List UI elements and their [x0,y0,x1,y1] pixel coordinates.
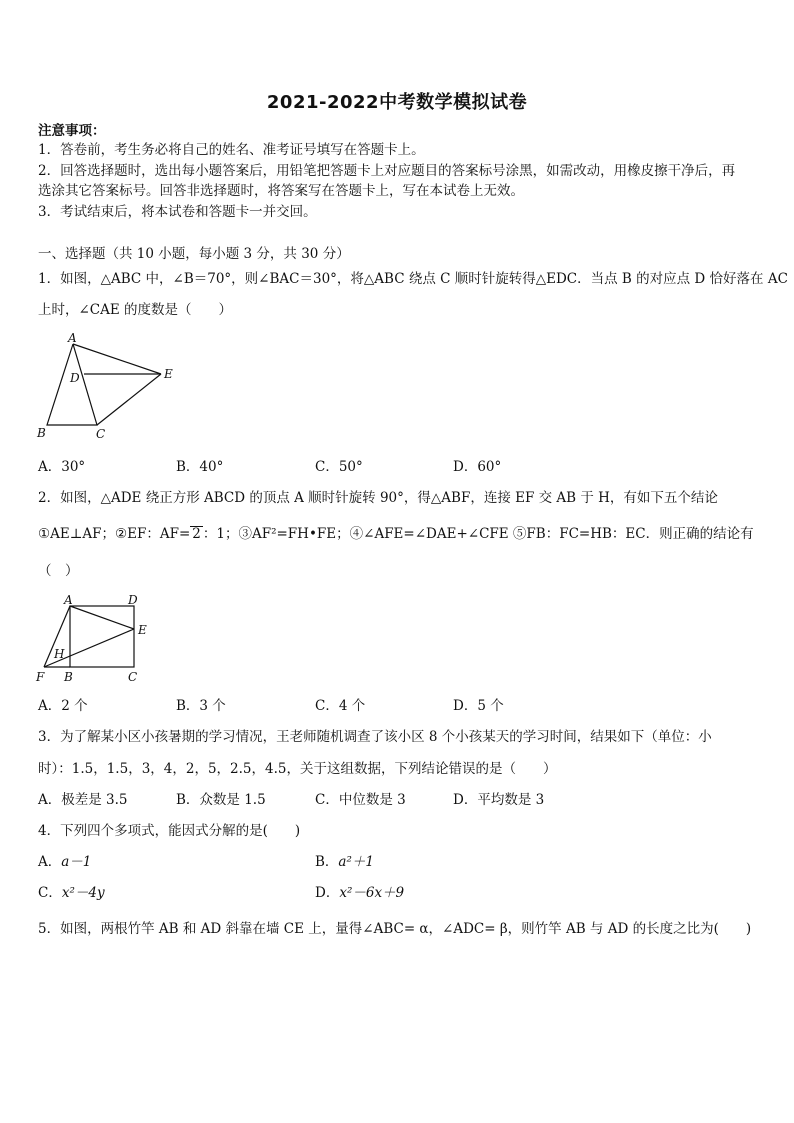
q2-option-b[interactable]: B．3 个 [176,698,226,714]
q4-option-d[interactable] [315,884,404,902]
q4-option-a-expr: a－1 [61,854,92,870]
q2-conclusions-part2: ：1；③AF²=FH•FE；④∠AFE=∠DAE+∠CFE ⑤FB：FC=HB：EC．则正确的结论有 [202,526,754,542]
q3-option-c[interactable]: C．中位数是 3 [315,792,406,808]
q2-segment-ae [70,606,134,629]
q5-stem: 5．如图，两根竹竿 AB 和 AD 斜靠在墙 CE 上，量得∠ABC= α，∠ADC= β，则竹竿 AB 与 AD 的长度之比为( ) [38,921,752,937]
q2-stem-line2 [38,525,754,543]
q4-stem: 4．下列四个多项式，能因式分解的是( ) [38,823,301,839]
q1-option-c[interactable]: C．50° [315,459,363,475]
q1-option-b[interactable]: B．40° [176,459,224,475]
notice-item-3: 3．考试结束后，将本试卷和答题卡一并交回。 [38,204,317,220]
q4-option-c[interactable] [38,884,105,902]
q3-option-d[interactable]: D．平均数是 3 [453,792,545,808]
q2-label-d: D [128,593,138,607]
notice-item-2-cont: 选涂其它答案标号。回答非选择题时，将答案写在答题卡上，写在本试卷上无效。 [38,183,524,199]
q2-option-d[interactable]: D．5 个 [453,698,504,714]
q1-stem-line2: 上时，∠CAE 的度数是（ ） [38,302,233,318]
q4-option-b[interactable] [315,853,374,871]
q1-label-b: B [37,426,46,440]
q4-option-a-prefix: A． [38,854,62,870]
q4-option-a[interactable] [38,853,91,871]
notice-heading: 注意事项： [38,123,106,139]
q1-option-a[interactable]: A．30° [38,459,86,475]
q2-label-c: C [128,670,138,684]
q2-label-b: B [64,670,73,684]
q4-option-d-prefix: D． [315,885,340,901]
q4-option-c-expr: x²－4y [61,885,105,901]
section-heading: 一、选择题（共 10 小题，每小题 3 分，共 30 分） [38,246,350,262]
q1-label-c: C [96,427,106,441]
q1-label-e: E [164,367,173,381]
q4-option-d-expr: x²－6x＋9 [339,885,405,901]
q1-label-a: A [68,331,77,345]
q1-label-d: D [70,371,80,385]
page-title: 2021-2022中考数学模拟试卷 [266,92,528,113]
notice-item-1: 1．答卷前，考生务必将自己的姓名、准考证号填写在答题卡上。 [38,142,425,158]
q4-option-b-prefix: B． [315,854,339,870]
q2-label-e: E [138,623,147,637]
q3-stem-line1: 3．为了解某小区小孩暑期的学习情况，王老师随机调查了该小区 8 个小孩某天的学习时间，结果如下（单位：小 [38,729,712,745]
q4-option-b-expr: a²＋1 [338,854,374,870]
q2-label-h: H [54,647,65,661]
q2-figure [34,592,164,684]
q2-option-a[interactable]: A．2 个 [38,698,88,714]
q1-figure [34,330,184,442]
q2-stem-line1: 2．如图，△ADE 绕正方形 ABCD 的顶点 A 顺时针旋转 90°，得△ABF，连接 EF 交 AB 于 H，有如下五个结论 [38,490,718,506]
q2-option-c[interactable]: C．4 个 [315,698,366,714]
q4-option-c-prefix: C． [38,885,62,901]
q2-label-a: A [64,593,73,607]
q2-label-f: F [36,670,45,684]
q1-segment-ae [73,344,161,374]
q3-stem-line2: 时）：1.5，1.5，3，4，2，5，2.5，4.5，关于这组数据，下列结论错误的是（ ） [38,761,557,777]
q2-stem-line3: （ ） [38,563,79,579]
q1-segment-ce [97,374,161,425]
q3-option-a[interactable]: A．极差是 3.5 [38,792,128,808]
q2-conclusions-part1: ①AE⊥AF；②EF：AF= [38,526,191,542]
q2-sqrt-2: 2 [192,526,201,542]
q1-stem-line1: 1．如图，△ABC 中，∠B＝70°，则∠BAC＝30°，将△ABC 绕点 C 顺时针旋转得△EDC．当点 B 的对应点 D 恰好落在 AC [38,271,788,287]
q1-option-d[interactable]: D．60° [453,459,502,475]
q2-square-abcd [70,606,134,667]
q3-option-b[interactable]: B．众数是 1.5 [176,792,266,808]
notice-item-2: 2．回答选择题时，选出每小题答案后，用铅笔把答题卡上对应题目的答案标号涂黑，如需改动，用橡皮擦干净后，再 [38,163,736,179]
